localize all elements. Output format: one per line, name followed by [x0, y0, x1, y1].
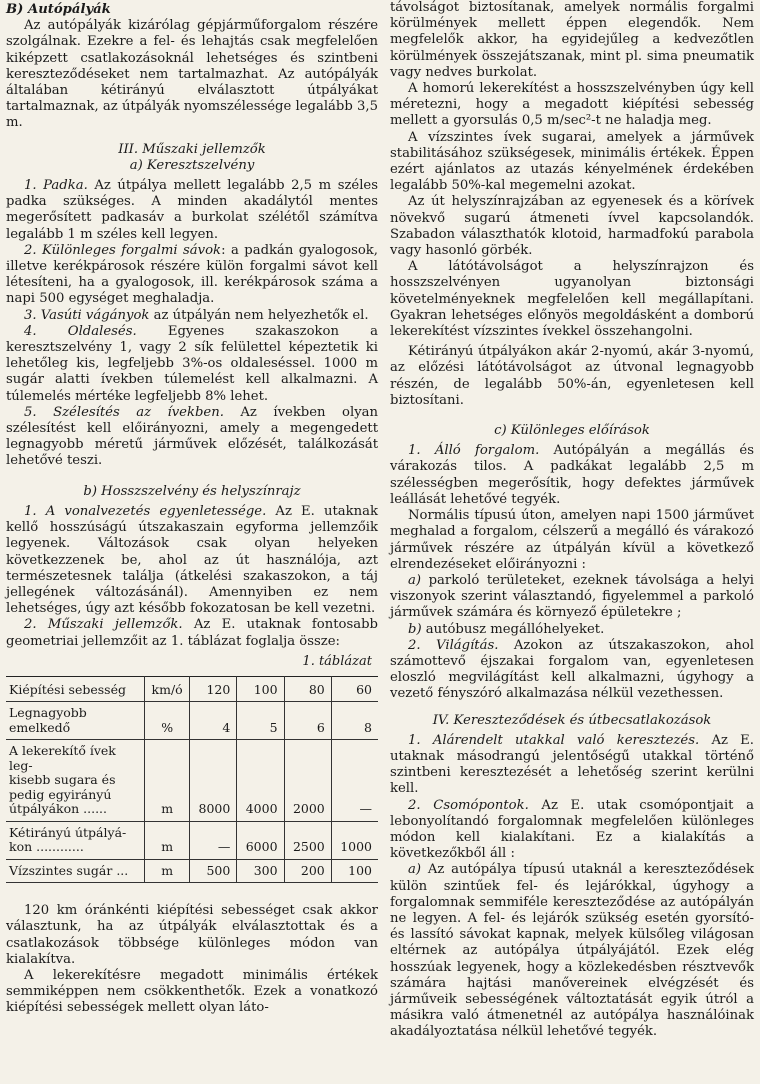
table-row-label: [6, 740, 145, 822]
paragraph-120km: 120 km óránkénti kiépítési sebességet csak akkor választunk, ha az útpályák elválasztottak és a csatlakozások többsége különleges módon van kialakítva.: [6, 903, 378, 967]
table-value-cell: 200: [284, 859, 331, 883]
paragraph-csomopontok: 2. Csomópontok. Az E. utak csomópontjait a lebonyolítandó forgalomnak megfelelően különleges módon kell kialakítani. Ez a kialakítás a következőkből áll :: [390, 797, 754, 862]
table-unit-cell: %: [145, 702, 190, 740]
section-iv-title: IV. Kereszteződések és útbecsatlakozások: [432, 712, 712, 728]
table-row-label-line: Kétirányú útpályá-: [9, 824, 127, 840]
table-row-label-line: A lekerekítő ívek leg-: [9, 743, 116, 773]
paragraph-autopalya-tipusu: a) Az autópálya típusú utaknál a kereszteződések külön szintűek fel- és lejárókkal, úgyhogy a forgalomnak semmiféle kereszteződése az autópályán ne legyen. A fel- és lejárók szükség esetén gyorsító- és lassító sávokat kapnak, melyek külsőleg világosan eltérnek az autópálya útpályájától. Ezek elég hosszúak legyenek, hogy a közlekedésben résztvevők számára hajtási manővereinek elvégzését és járműveik sebességének változtatását egyik útról a másikra való átmenetnél az autópálya használóinak akadályoztatása nélkül lehetővé tegyék.: [390, 862, 754, 1040]
paragraph-vasuti-vaganyok: 3. Vasúti vágányok az útpályán nem helyezhetők el.: [24, 307, 369, 323]
paragraph-r5: A látótávolságot a helyszínrajzon és hosszszelvényen ugyanolyan biztonsági követelményeknek megfelelően kell megállapítani. Gyakran lehetséges előnyös megoldásként a domború lekerekítést vízszintes ívekkel összehangolni.: [390, 259, 754, 340]
table-row-label-line: Vízszintes sugár ...: [9, 862, 129, 878]
table-value-cell: —: [331, 740, 378, 822]
table-value-cell: 5: [237, 702, 284, 740]
paragraph-forgalmi-savok: 2. Különleges forgalmi sávok: a padkán gyalogosok, illetve kerékpárosok részére külön forgalmi sávot kell létesíteni, ha a gyalogosok, ill. kerékpárosok száma a napi 500 egységet meghaladja.: [6, 242, 378, 307]
table-row-label-line: útpályákon ......: [9, 801, 108, 817]
table-value-cell: 4: [190, 702, 237, 740]
paragraph-normalis-tipusu: Normális típusú úton, amelyen napi 1500 járművet meghalad a forgalom, célszerű a megálló és várakozó járművek részére az útpályán kívül a következő elrendezéseket előirányozni :: [390, 508, 754, 572]
left-column: [6, 0, 378, 1017]
table-value-cell: 2500: [284, 821, 331, 859]
table-row-label-line: kon ............: [9, 839, 84, 855]
paragraph-oldaleses: 4. Oldalesés. Egyenes szakaszokon a keresztszelvény 1, vagy 2 sík felülettel képeztetik ki lehetőleg kis, legfeljebb 3%-os oldaleséssel. 1000 m sugár alatti ívekben túlemelést kell alkalmazni. A túlemelés mértéke legfeljebb 8% lehet.: [6, 323, 378, 404]
paragraph-alarendelt: 1. Alárendelt utakkal való keresztezés. Az E. utaknak másodrangú jelentőségű utakkal történő szintbeni keresztezését a lehetőség szerint kerülni kell.: [390, 732, 754, 797]
table-value-cell: 8: [331, 702, 378, 740]
section-b-text: Az autópályák kizárólag gépjárműforgalom részére szolgálnak. Ezekre a fel- és lehajtás csak megfelelően kiképzett csatlakozásoknál lehetséges és szintbeni kereszteződéseket nem tartalmazhat. Az autópályák általában kétirányú elválasztott útpályákat tartalmaznak, az útpályák nyomszélessége legalább 3,5 m.: [6, 18, 378, 131]
table-value-cell: 120: [190, 676, 237, 702]
table-value-cell: 100: [237, 676, 284, 702]
table-value-cell: 4000: [237, 740, 284, 822]
paragraph-lekerekites: A lekerekítésre megadott minimális értékek semmiképpen nem csökkenthetők. Ezek a vonatkozó kiépítési sebességek mellett olyan láto-: [6, 968, 378, 1016]
paragraph-allo-forgalom: 1. Álló forgalom. Autópályán a megállás és várakozás tilos. A padkákat legalább 2,5 m szélességben megerősítik, hogy defektes járművek leállását lehetővé tegyék.: [390, 443, 754, 507]
table-row: [6, 859, 378, 883]
table-value-cell: 1000: [331, 821, 378, 859]
paragraph-padka: 1. Padka. Az útpálya mellett legalább 2,5 m széles padka szükséges. A minden akadálytól mentes megerősített padkasáv a burkolat szélétől számítva legalább 1 m széles kell legyen.: [6, 178, 379, 242]
section-iii-title: III. Műszaki jellemzők: [118, 141, 266, 157]
subsection-b-title: b) Hosszszelvény és helyszínrajz: [83, 483, 301, 499]
right-column: [390, 0, 754, 1041]
table-row-label-line: Kiépítési sebesség: [9, 681, 126, 697]
table-row-label-line: pedig egyirányú: [9, 786, 112, 802]
table-unit-cell: m: [145, 859, 190, 883]
table-row-label: [6, 702, 145, 740]
table-row-label-line: kisebb sugara és: [9, 772, 116, 788]
paragraph-r4: Az út helyszínrajzában az egyenesek és a körívek növekvő sugarú átmeneti ívvel kapcsolandók. Szabadon választhatók klotoid, harmadfokú parabola vagy hasonló görbék.: [390, 194, 754, 259]
table-row: [6, 676, 378, 702]
paragraph-szelesites: 5. Szélesítés az ívekben. Az ívekben olyan szélesítést kell előirányozni, amely a megengedett legnagyobb méretű járművek előzését, találkozását lehetővé teszi.: [6, 404, 378, 469]
table-value-cell: 100: [331, 859, 378, 883]
table-value-cell: —: [190, 821, 237, 859]
table-row-label: [6, 676, 145, 702]
table-row-label: [6, 859, 145, 883]
table-value-cell: 500: [190, 859, 237, 883]
table-row-label: [6, 821, 145, 859]
table-value-cell: 80: [284, 676, 331, 702]
table-row: [6, 821, 378, 859]
table-unit-cell: m: [145, 821, 190, 859]
paragraph-autobusz: b) autóbusz megállóhelyeket.: [408, 621, 605, 637]
subsection-a-title: a) Keresztszelvény: [129, 157, 255, 173]
table-value-cell: 6000: [237, 821, 284, 859]
paragraph-r6: Kétirányú útpályákon akár 2-nyomú, akár 3-nyomú, az előzési látótávolságot az útvonal legnagyobb részén, de legalább 50%-án, egyenletesen kell biztosítani.: [390, 344, 754, 408]
table-value-cell: 2000: [284, 740, 331, 822]
paragraph-r1: távolságot biztosítanak, amelyek normális forgalmi körülmények mellett éppen elegendők. Nem megfelelők akkor, ha egyidejűleg a kedvezőtlen körülmények összejátszanak, mint pl. sima pneumatik vagy nedves burkolat.: [390, 0, 754, 80]
geometry-table: [6, 676, 378, 884]
table-row-label-line: Legnagyobb: [9, 705, 87, 721]
table-row-label-line: emelkedő: [9, 719, 71, 735]
paragraph-vilagitas: 2. Világítás. Azokon az útszakaszokon, ahol számottevő éjszakai forgalom van, egyenletesen eloszló megvilágítást kell alkalmazni, úgyhogy a vezető fényszóró alkalmazása nélkül vezethessen.: [390, 637, 754, 702]
table-value-cell: 8000: [190, 740, 237, 822]
table-unit-cell: m: [145, 740, 190, 822]
table-row: [6, 702, 378, 740]
paragraph-vonalvezetes: 1. A vonalvezetés egyenletessége. Az E. utaknak kellő hosszúságú útszakaszain egyforma jellemzőik legyenek. Változások csak olyan helyeken következzenek be, ahol az út használója, azt természetesnek találja (átkelési szakaszokon, a táj jellegének változásánál). Amennyiben ez nem lehetséges, úgy azt később fokozatosan be kell vezetni.: [6, 503, 378, 617]
table-value-cell: 6: [284, 702, 331, 740]
table-unit-cell: km/ó: [145, 676, 190, 702]
paragraph-muszaki-jellemzok: 2. Műszaki jellemzők. Az E. utaknak fontosabb geometriai jellemzőit az 1. táblázat foglalja össze:: [6, 617, 378, 649]
paragraph-r3: A vízszintes ívek sugarai, amelyek a járművek stabilitásához szükségesek, minimális értékek. Éppen ezért ajánlatos az utazás kényelmének érdekében legalább 50%-kal megemelni azokat.: [390, 129, 754, 194]
table-caption: 1. táblázat: [302, 653, 372, 669]
table-value-cell: 60: [331, 676, 378, 702]
section-b-title: B) Autópályák: [6, 2, 111, 17]
paragraph-r2: A homorú lekerekítést a hosszszelvényben úgy kell méretezni, hogy a megadott kiépítési sebesség mellett a gyorsulás 0,5 m/sec²-t ne haladja meg.: [390, 81, 754, 129]
table-row: [6, 740, 378, 822]
table-value-cell: 300: [237, 859, 284, 883]
subsection-c-title: c) Különleges előírások: [494, 423, 650, 439]
paragraph-parkolo: a) parkoló területeket, ezeknek távolsága a helyi viszonyok szerint választandó, figyelemmel a parkoló járművek számára és környező épületekre ;: [390, 572, 754, 621]
